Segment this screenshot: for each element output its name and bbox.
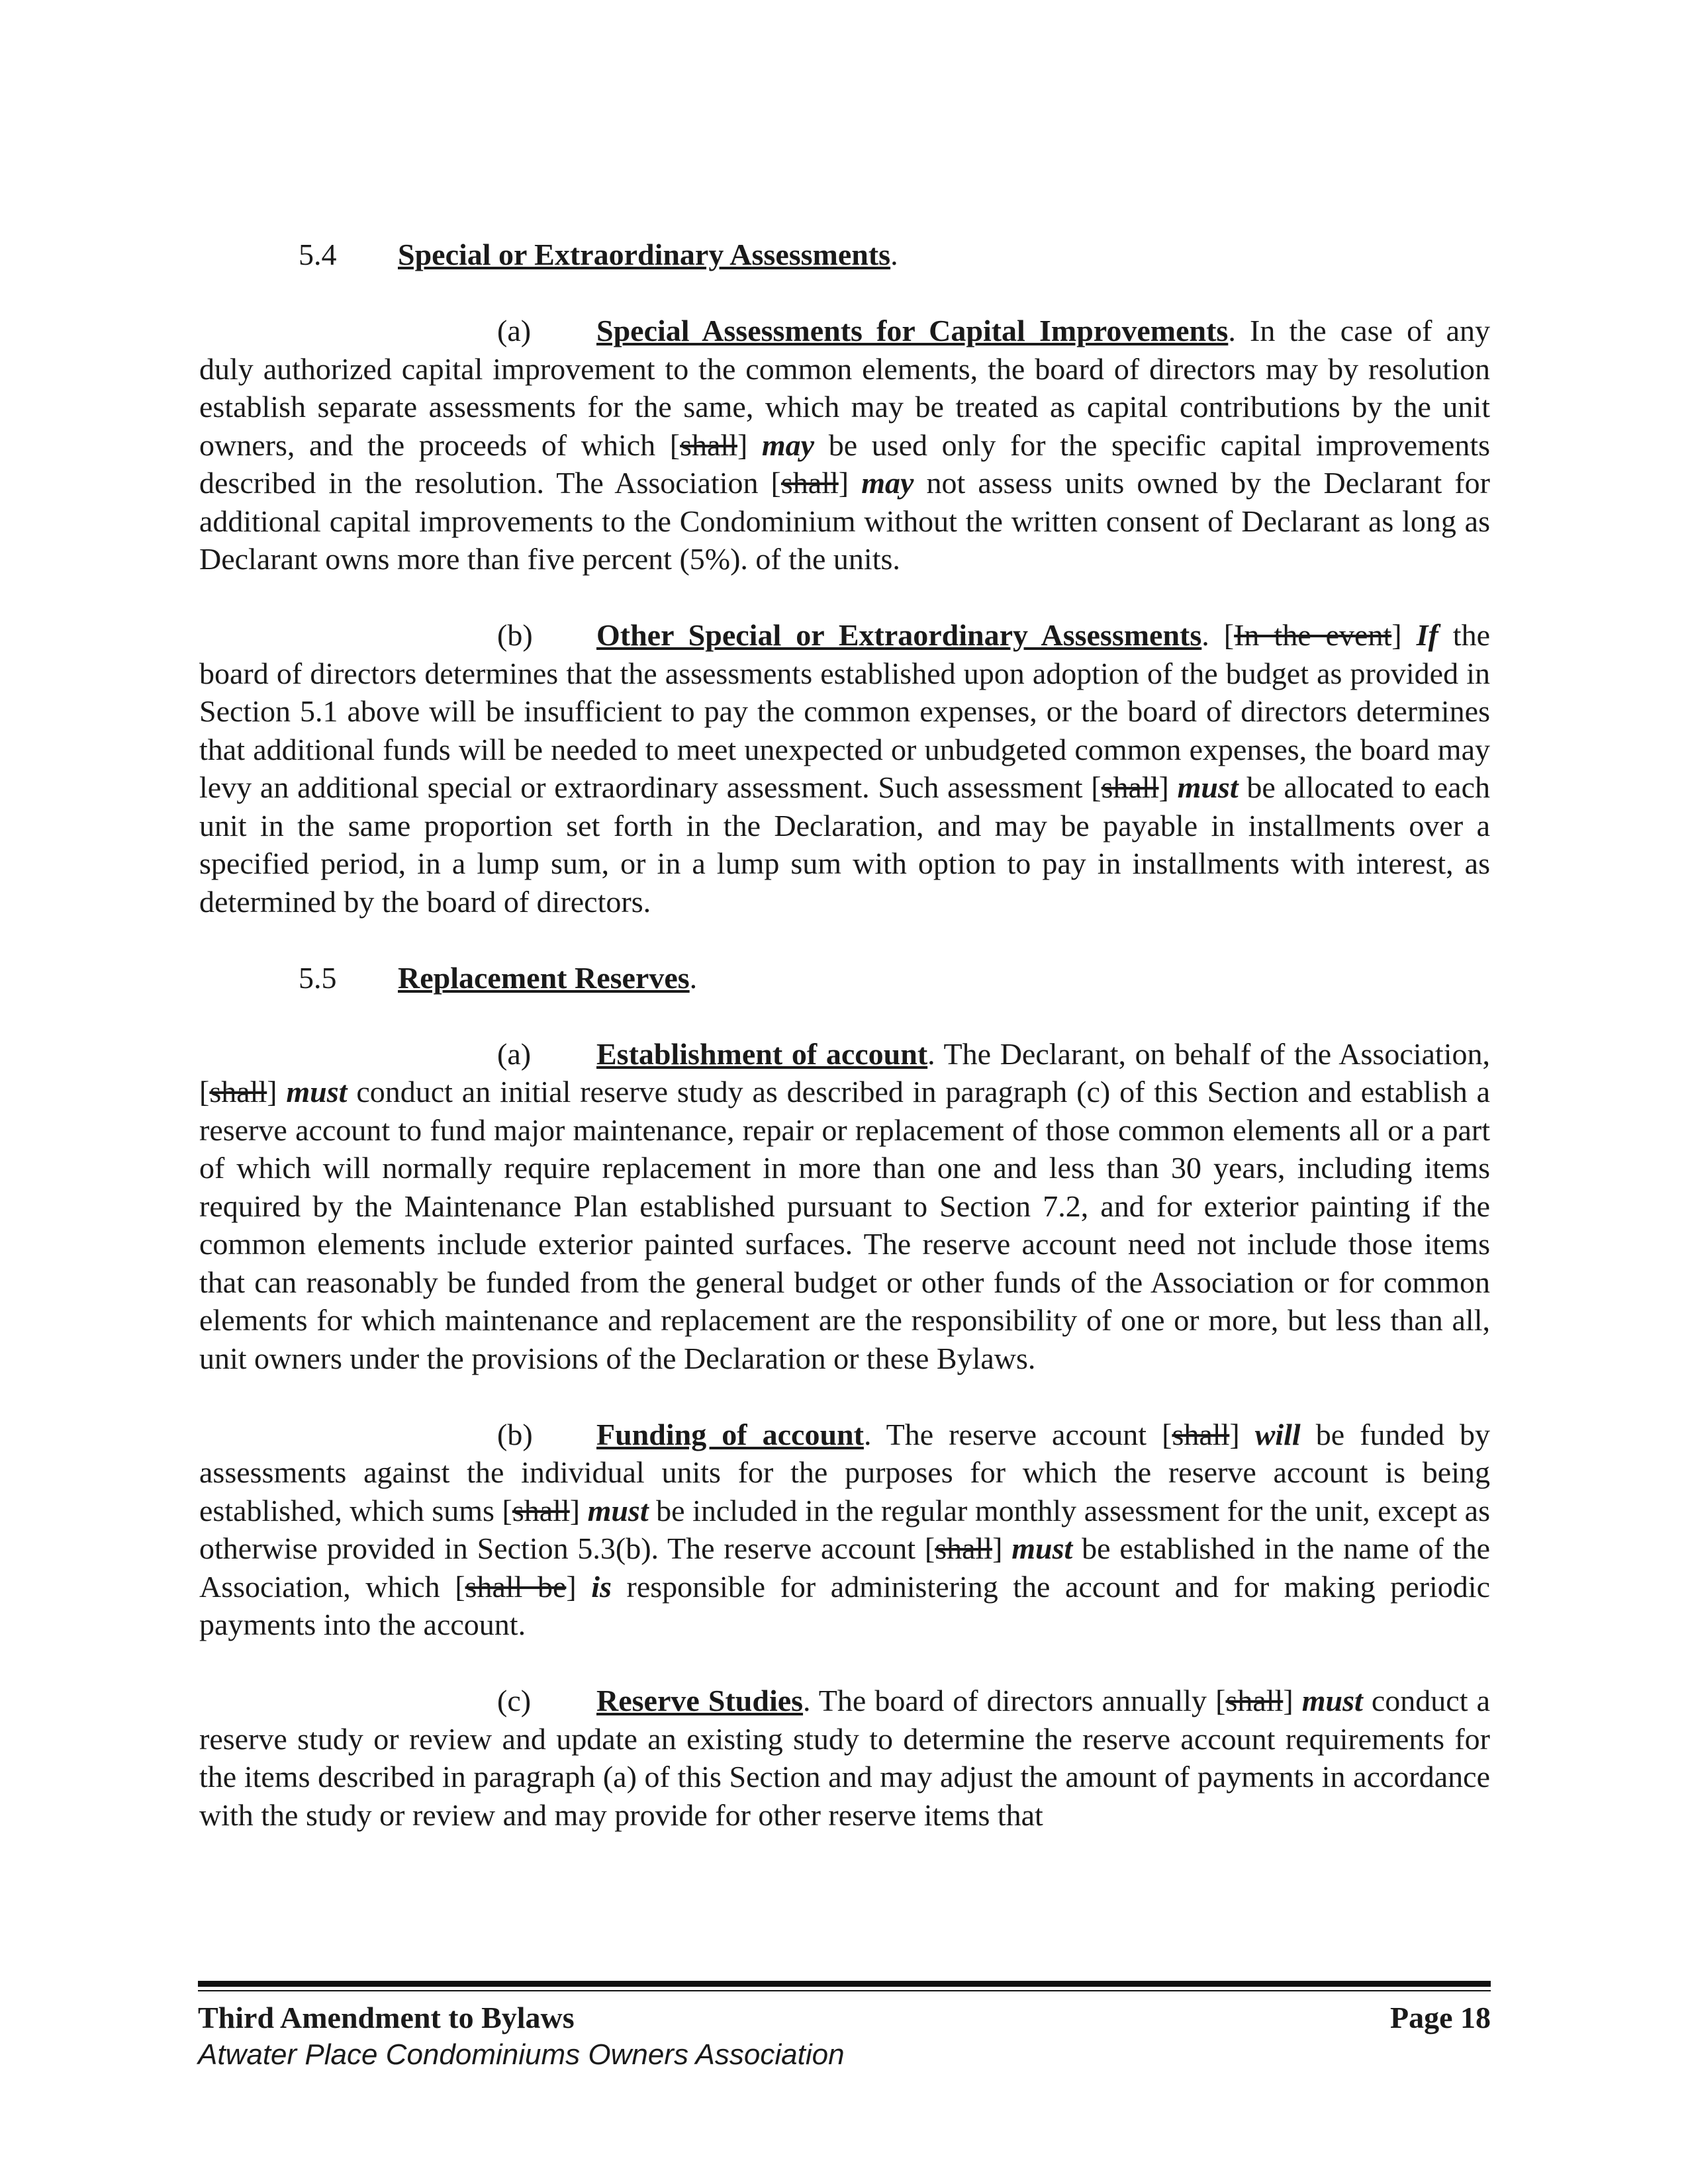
section-5-5-heading <box>199 959 1490 997</box>
deleted-text: shall <box>512 1493 570 1527</box>
footer-subtitle: Atwater Place Condominiums Owners Association <box>198 2038 845 2071</box>
deleted-text: shall <box>1172 1417 1230 1451</box>
inserted-text: will <box>1254 1417 1301 1451</box>
deleted-text: shall <box>1101 770 1159 804</box>
inserted-text: is <box>591 1569 612 1604</box>
paragraph-label: (b) <box>497 618 533 652</box>
paragraph-label: (b) <box>497 1417 533 1451</box>
inserted-text: may <box>761 428 815 462</box>
footer-title: Third Amendment to Bylaws <box>198 2001 575 2034</box>
deleted-text: shall <box>209 1075 267 1109</box>
section-5-4-heading <box>199 236 1490 274</box>
paragraph-title: Other Special or Extraordinary Assessments <box>596 618 1202 652</box>
paragraph-5-5-a: (a) Establishment of account. The Declarant, on behalf of the Association, [shall] must conduct an initial reserve study as described in paragraph (c) of this Section and establish a reserve account to fund major maintenance, repair or replacement of those common elements all or a part of which will normally require replacement in more than one and less than 30 years, including items required by the Maintenance Plan established pursuant to Section 7.2, and for exterior painting if the common elements include exterior painted surfaces. The reserve account need not include those items that can reasonably be funded from the general budget or other funds of the Association or for common elements for which maintenance and replacement are the responsibility of one or more, but less than all, unit owners under the provisions of the Declaration or these Bylaws. <box>199 1035 1490 1378</box>
paragraph-5-5-c: (c) Reserve Studies. The board of directors annually [shall] must conduct a reserve study or review and update an existing study to determine the reserve account requirements for the items described in paragraph (a) of this Section and may adjust the amount of payments in accordance with the study or review and may provide for other reserve items that <box>199 1682 1490 1834</box>
section-number: 5.5 <box>299 960 337 995</box>
body-text <box>199 236 1490 1834</box>
inserted-text: may <box>861 466 914 500</box>
footer-divider <box>198 1981 1491 1991</box>
paragraph-label: (a) <box>497 1036 532 1071</box>
paragraph-5-5-b: (b) Funding of account. The reserve account [shall] will be funded by assessments against the individual units for the purposes for which the reserve account is being established, which sums [shall] must be included in the regular monthly assessment for the unit, except as otherwise provided in Section 5.3(b). The reserve account [shall] must be established in the name of the Association, which [shall be] is responsible for administering the account and for making periodic payments into the account. <box>199 1416 1490 1644</box>
section-title: Special or Extraordinary Assessments. <box>398 238 898 271</box>
inserted-text: must <box>1011 1531 1073 1565</box>
inserted-text: must <box>1301 1684 1363 1717</box>
deleted-text: shall <box>935 1531 993 1565</box>
paragraph-title: Funding of account <box>596 1417 864 1451</box>
section-number: 5.4 <box>299 238 337 271</box>
deleted-text: shall <box>1225 1684 1284 1717</box>
inserted-text: must <box>1177 770 1239 804</box>
paragraph-title: Special Assessments for Capital Improvements <box>596 314 1229 347</box>
paragraph-title: Reserve Studies <box>596 1684 804 1717</box>
paragraph-label: (c) <box>497 1684 532 1717</box>
paragraph-label: (a) <box>497 314 532 347</box>
deleted-text: shall <box>780 466 839 500</box>
paragraph-5-4-a: (a) Special Assessments for Capital Improvements. In the case of any duly authorized capital improvement to the common elements, the board of directors may by resolution establish separate assessments for the same, which may be treated as capital contributions by the unit owners, and the proceeds of which [shall] may be used only for the specific capital improvements described in the resolution. The Association [shall] may not assess units owned by the Declarant for additional capital improvements to the Condominium without the written consent of Declarant as long as Declarant owns more than five percent (5%). of the units. <box>199 312 1490 578</box>
deleted-text: shall <box>680 428 737 462</box>
deleted-text: shall be <box>465 1569 567 1604</box>
inserted-text: must <box>286 1075 348 1109</box>
paragraph-title: Establishment of account <box>596 1036 928 1071</box>
inserted-text: If <box>1416 618 1438 652</box>
deleted-text: In the event <box>1234 618 1392 652</box>
inserted-text: must <box>587 1493 649 1527</box>
paragraph-5-4-b: (b) Other Special or Extraordinary Assessments. [In the event] If the board of directors determines that the assessments established upon adoption of the budget as provided in Section 5.1 above will be insufficient to pay the common expenses, or the board of directors determines that additional funds will be needed to meet unexpected or unbudgeted common expenses, the board may levy an additional special or extraordinary assessment. Such assessment [shall] must be allocated to each unit in the same proportion set forth in the Declaration, and may be payable in installments over a specified period, in a lump sum, or in a lump sum with option to pay in installments with interest, as determined by the board of directors. <box>199 616 1490 921</box>
page-number: Page 18 <box>1389 2001 1491 2034</box>
section-title: Replacement Reserves. <box>398 960 698 995</box>
